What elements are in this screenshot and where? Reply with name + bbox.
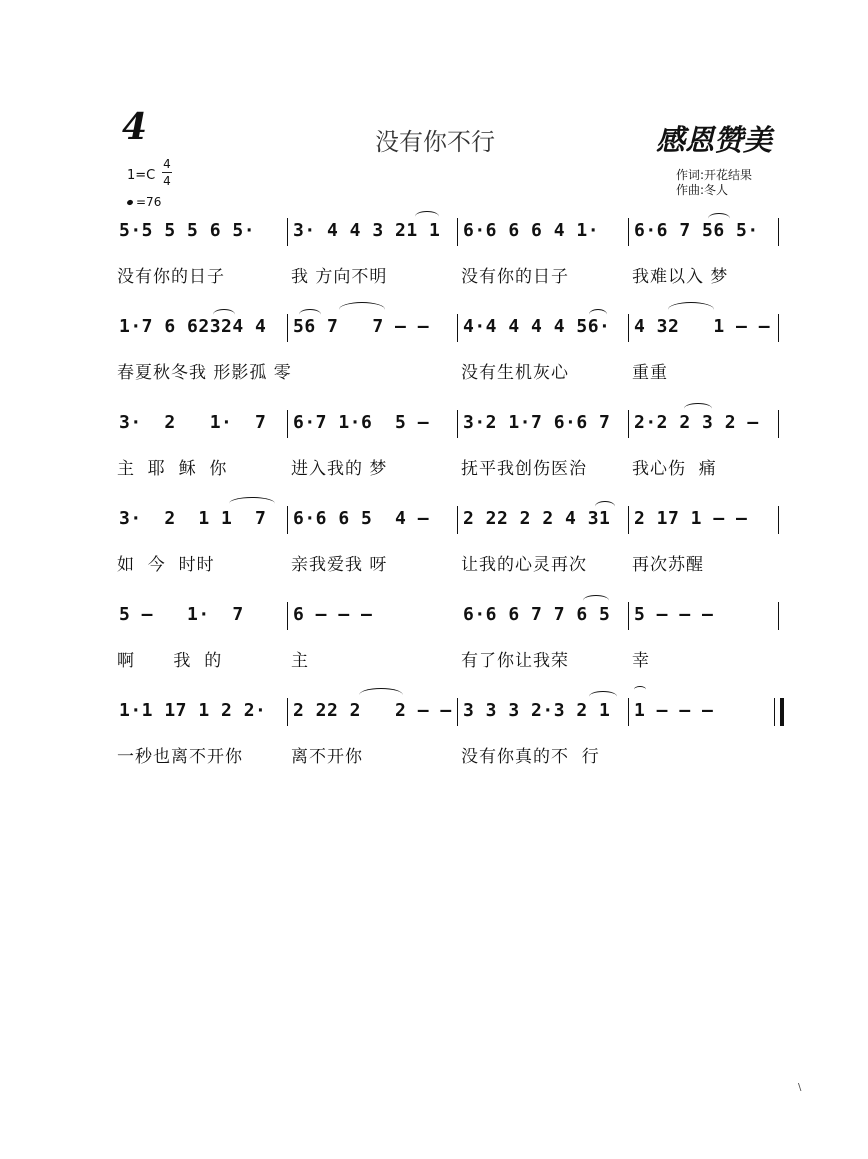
measure-lyrics: 如 今 时时: [117, 555, 215, 575]
page-number: 4: [122, 106, 148, 148]
barline: [457, 410, 458, 438]
measure-notes: 1 – – –: [634, 700, 714, 721]
tie-arc: [583, 595, 609, 606]
measure-lyrics: 抚平我创伤医治: [461, 459, 587, 479]
time-signature: [162, 157, 172, 188]
final-barline: [774, 698, 784, 726]
measure-notes: 3 3 3 2·3 2 1: [463, 700, 611, 721]
measure-notes: 4·4 4 4 4 56·: [463, 316, 611, 337]
time-sig-top: 4: [163, 157, 171, 171]
measure-lyrics: 幸: [632, 651, 650, 671]
barline: [287, 698, 288, 726]
measure-notes: 5 – – –: [634, 604, 714, 625]
measure-lyrics: 主 耶 稣 你: [117, 459, 228, 479]
composer-credit: 作曲:冬人: [676, 183, 729, 197]
measure-lyrics: 啊 我 的: [117, 651, 223, 671]
measure-lyrics: 我 方向不明: [291, 267, 388, 287]
barline: [287, 602, 288, 630]
measure-notes: 3· 2 1 1 7: [119, 508, 267, 529]
measure-lyrics: 一秒也离不开你: [117, 747, 243, 767]
time-sig-bottom: 4: [163, 174, 171, 188]
barline: [457, 218, 458, 246]
barline: [628, 314, 629, 342]
measure-notes: 1·7 6 62324 4: [119, 316, 267, 337]
measure-notes: 2 17 1 – –: [634, 508, 748, 529]
measure-notes: 6 – – –: [293, 604, 373, 625]
collection-title: 感恩赞美: [656, 123, 773, 157]
measure-lyrics: 有了你让我荣: [461, 651, 569, 671]
tie-arc: [708, 213, 730, 224]
measure-notes: 2·2 2 3 2 –: [634, 412, 759, 433]
measure-notes: 5·5 5 5 6 5·: [119, 220, 256, 241]
barline: [778, 314, 779, 342]
barline: [457, 506, 458, 534]
barline: [457, 314, 458, 342]
measure-lyrics: 进入我的 梦: [291, 459, 388, 479]
barline: [287, 314, 288, 342]
measure-notes: 2 22 2 2 4 31: [463, 508, 611, 529]
tie-arc: [595, 501, 615, 512]
barline: [778, 218, 779, 246]
tie-arc: [589, 309, 607, 320]
key-signature: 1=C: [127, 168, 156, 183]
measure-lyrics: 主: [291, 651, 309, 671]
measure-lyrics: 没有你的日子: [117, 267, 225, 287]
barline: [287, 410, 288, 438]
time-sig-divider: [162, 172, 172, 173]
measure-lyrics: 再次苏醒: [632, 555, 704, 575]
barline: [628, 698, 629, 726]
measure-lyrics: 让我的心灵再次: [461, 555, 587, 575]
measure-notes: 3· 4 4 3 21 1: [293, 220, 441, 241]
measure-notes: 6·6 6 5 4 –: [293, 508, 430, 529]
measure-notes: 56 7 7 – –: [293, 316, 430, 337]
tie-arc: [668, 302, 714, 317]
measure-notes: 3· 2 1· 7: [119, 412, 267, 433]
measure-lyrics: 重重: [632, 363, 668, 383]
measure-notes: 2 22 2 2 – –: [293, 700, 452, 721]
tie-arc: [229, 497, 275, 510]
measure-notes: 6·6 6 7 7 6 5: [463, 604, 611, 625]
song-title: 没有你不行: [375, 128, 495, 156]
tie-arc: [339, 302, 385, 317]
measure-lyrics: 亲我爱我 呀: [291, 555, 388, 575]
quarter-note-icon: [126, 199, 133, 206]
barline: [778, 602, 779, 630]
stray-mark: \: [798, 1082, 802, 1093]
measure-lyrics: 没有你真的不 行: [461, 747, 600, 767]
tie-arc: [299, 309, 321, 320]
measure-notes: 1·1 17 1 2 2·: [119, 700, 267, 721]
measure-lyrics: 没有生机灰心: [461, 363, 569, 383]
measure-notes: 6·6 7 56 5·: [634, 220, 759, 241]
measure-notes: 4 32 1 – –: [634, 316, 771, 337]
lyricist-credit: 作词:开花结果: [676, 168, 753, 182]
tempo-mark: [127, 195, 161, 209]
tempo-value: =76: [136, 195, 162, 209]
tie-arc: [359, 688, 403, 702]
measure-lyrics: 春夏秋冬我 形影孤 零: [117, 363, 292, 383]
barline: [628, 218, 629, 246]
tie-arc: [684, 403, 712, 414]
barline: [287, 218, 288, 246]
measure-notes: 3·2 1·7 6·6 7: [463, 412, 611, 433]
measure-notes: 6·6 6 6 4 1·: [463, 220, 600, 241]
measure-lyrics: 没有你的日子: [461, 267, 569, 287]
barline: [778, 410, 779, 438]
barline: [287, 506, 288, 534]
measure-notes: 6·7 1·6 5 –: [293, 412, 430, 433]
measure-lyrics: 离不开你: [291, 747, 363, 767]
measure-notes: 5 – 1· 7: [119, 604, 244, 625]
tie-arc: [589, 691, 617, 702]
tie-arc: [415, 211, 439, 222]
barline: [628, 506, 629, 534]
barline: [778, 506, 779, 534]
barline: [457, 698, 458, 726]
fermata-icon: [634, 686, 646, 693]
tie-arc: [213, 309, 235, 320]
measure-lyrics: 我难以入 梦: [632, 267, 729, 287]
barline: [628, 410, 629, 438]
barline: [628, 602, 629, 630]
measure-lyrics: 我心伤 痛: [632, 459, 717, 479]
